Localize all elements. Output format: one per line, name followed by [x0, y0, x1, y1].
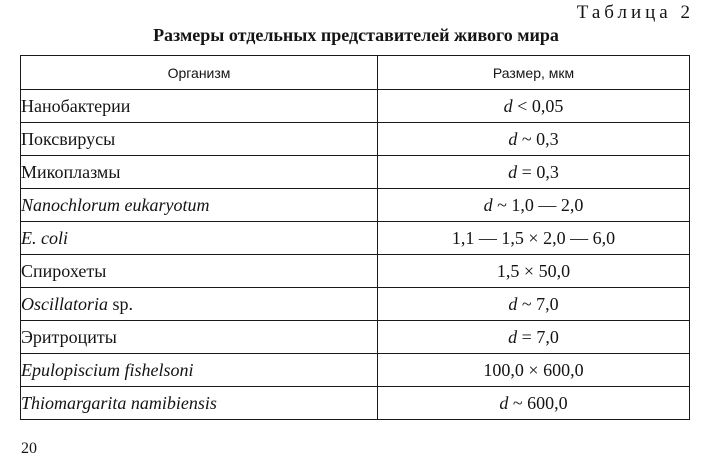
organism-cell [21, 123, 378, 156]
organism-name: Nanochlorum eukaryotum [21, 194, 210, 215]
page-number: 20 [21, 440, 37, 457]
diameter-symbol: d [508, 128, 518, 149]
diameter-symbol: d [483, 194, 493, 215]
column-header-size: Размер, мкм [378, 56, 690, 90]
organism-name: Oscillatoria [21, 293, 109, 314]
table-title: Размеры отдельных представителей живого мира [153, 25, 559, 45]
organism-cell [21, 222, 378, 255]
diameter-symbol: d [503, 95, 513, 116]
table-header-row [21, 56, 690, 90]
table-row [21, 387, 690, 420]
organism-name: Нанобактерии [21, 95, 131, 116]
organism-name: Thiomargarita namibiensis [21, 392, 217, 413]
table-row [21, 354, 690, 387]
size-cell: d = 0,3 [378, 156, 690, 189]
table-row [21, 90, 690, 123]
table-row [21, 288, 690, 321]
size-cell: 100,0 × 600,0 [378, 354, 690, 387]
organism-name: Микоплазмы [21, 161, 121, 182]
table-row [21, 222, 690, 255]
column-header-organism: Организм [21, 56, 378, 90]
organism-size-table [20, 55, 690, 420]
table-row [21, 255, 690, 288]
organism-cell [21, 156, 378, 189]
organism-cell [21, 387, 378, 420]
size-cell: d = 7,0 [378, 321, 690, 354]
table-row [21, 156, 690, 189]
organism-name: E. coli [21, 227, 68, 248]
organism-name: Поксвирусы [21, 128, 116, 149]
organism-name-suffix: sp. [108, 293, 134, 314]
table-row [21, 123, 690, 156]
diameter-symbol: d [508, 293, 518, 314]
diameter-symbol: d [508, 326, 518, 347]
organism-cell [21, 90, 378, 123]
size-cell: d ~ 7,0 [378, 288, 690, 321]
diameter-symbol: d [499, 392, 509, 413]
organism-name: Спирохеты [21, 260, 107, 281]
table-row [21, 321, 690, 354]
organism-cell [21, 354, 378, 387]
size-cell: 1,5 × 50,0 [378, 255, 690, 288]
organism-cell [21, 288, 378, 321]
size-cell: d ~ 0,3 [378, 123, 690, 156]
organism-cell [21, 255, 378, 288]
size-cell: d ~ 600,0 [378, 387, 690, 420]
table-row [21, 189, 690, 222]
table-number-label: Таблица 2 [576, 2, 694, 23]
size-cell: 1,1 — 1,5 × 2,0 — 6,0 [378, 222, 690, 255]
organism-cell [21, 189, 378, 222]
size-cell: d ~ 1,0 — 2,0 [378, 189, 690, 222]
organism-name: Epulopiscium fishelsoni [21, 359, 194, 380]
size-cell: d < 0,05 [378, 90, 690, 123]
organism-name: Эритроциты [21, 326, 117, 347]
organism-cell [21, 321, 378, 354]
diameter-symbol: d [508, 161, 518, 182]
